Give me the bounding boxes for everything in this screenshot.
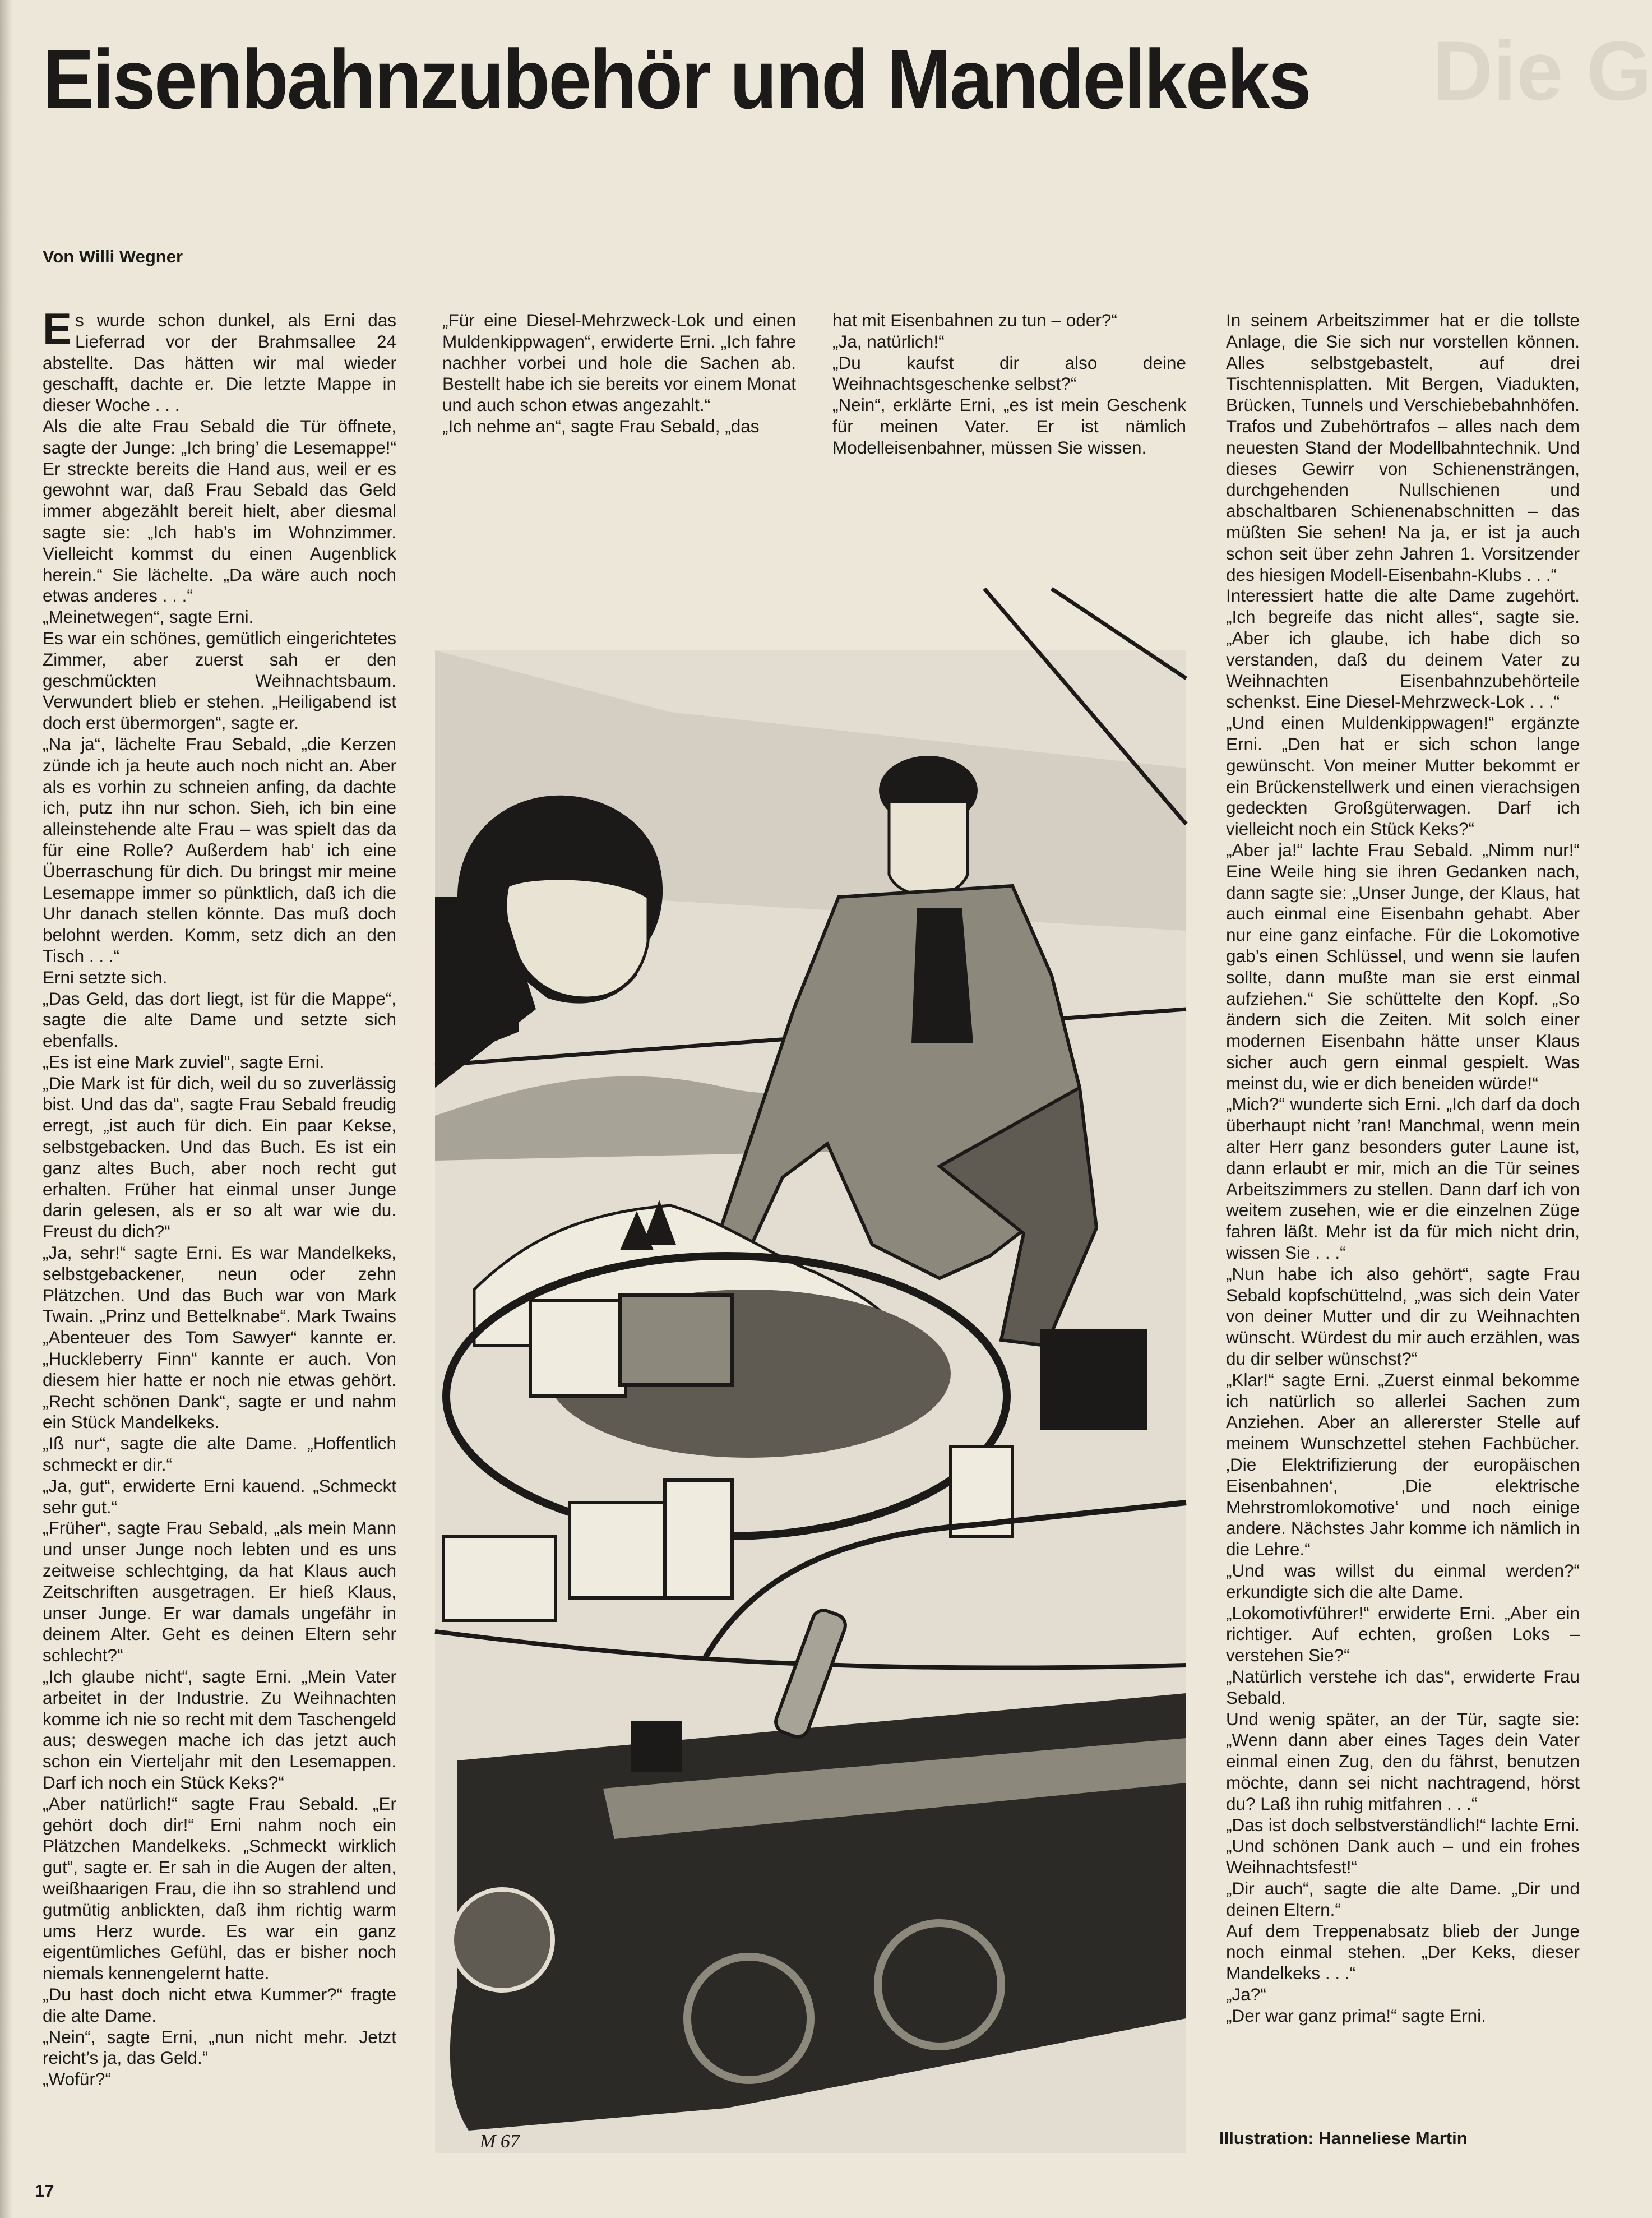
paragraph: „Das ist doch selbstverständlich!“ lachte Erni. „Und schönen Dank auch – und ein frohes Weihnachtsfest!“ [1226,1814,1580,1878]
text-column-1 [43,304,396,2090]
paragraph: „Der war ganz prima!“ sagte Erni. [1226,2005,1486,2026]
model-transformer [1040,1329,1147,1430]
paragraph: „Früher“, sagte Frau Sebald, „als mein Mann und unser Junge noch lebten und es uns zeitweise schlechtging, da hat Klaus auch Zeitschriften ausgetragen. Er hieß Klaus, unser Junge. Er war damals ungefähr in deinem Alter. Geht es deinen Eltern sehr schlecht?“ [43,1518,396,1666]
paragraph: „Nun habe ich also gehört“, sagte Frau Sebald kopfschüttelnd, „was sich dein Vater von deiner Mutter und dir zu Weihnachten wünscht. Würdest du mir auch erzählen, was du dir selber wünschst?“ [1226,1263,1580,1369]
paragraph: „Nein“, erklärte Erni, „es ist mein Geschenk für meinen Vater. Er ist nämlich Modelleisenbahner, müssen Sie wissen. [832,395,1186,458]
paragraph: Und wenig später, an der Tür, sagte sie: „Wenn dann aber eines Tages dein Vater einmal einen Zug, den du fährst, benutzen möchte, dann sei nicht nachtragend, hörst du? Laß ihn ruhig mitfahren . . .“ [1226,1708,1580,1814]
paragraph: „Du kaufst dir also deine Weihnachtsgeschenke selbst?“ [832,352,1186,394]
paragraph: Auf dem Treppenabsatz blieb der Junge noch einmal stehen. „Der Keks, dieser Mandelkeks . . .“ [1226,1920,1580,1984]
paragraph: „Lokomotivführer!“ erwiderte Erni. „Aber ein richtiger. Auf echten, großen Loks – verstehen Sie?“ [1226,1602,1580,1666]
locomotive-smokebox-door [452,1889,553,1990]
text-column-3 [832,310,1186,459]
paragraph: „Die Mark ist für dich, weil du so zuverlässig bist. Und das da“, sagte Frau Sebald freudig erregt, „ist auch für dich. Ein paar Kekse, selbstgebacken. Und das Buch. Es ist ein ganz altes Buch, aber noch recht gut erhalten. Früher hat einmal unser Junge darin gelesen, als er so alt war wie du. Freust du dich?“ [43,1073,396,1242]
paragraph: „Klar!“ sagte Erni. „Zuerst einmal bekomme ich natürlich so allerlei Sachen zum Anziehen. Aber an allererster Stelle auf meinem Wunschzettel stehen Fachbücher. ‚Die Elektrifizierung der europäischen Eisenbahnen‘, ‚Die elektrische Mehrstromlokomotive‘ und noch einige andere. Nächstes Jahr komme ich nämlich in die Lehre.“ [1226,1369,1580,1560]
text-column-2 [442,310,796,437]
paragraph: „Und einen Muldenkippwagen!“ ergänzte Erni. „Den hat er sich schon lange gewünscht. Von meiner Mutter bekommt er ein Brückenstellwerk und einen vierachsigen gedeckten Großgüterwagen. Darf ich vielleicht noch ein Stück Keks?“ [1226,713,1580,839]
model-tunnel-portal [620,1295,732,1385]
page-number: 17 [35,2181,54,2201]
paragraph: In seinem Arbeitszimmer hat er die tollste Anlage, die Sie sich nur vorstellen können. Alles selbstgebastelt, auf drei Tischtennisplatten. Mit Bergen, Viadukten, Brücken, Tunnels und Verschiebebahnhöfen. Trafos und Zubehörtrafos – alles nach dem neuesten Stand der Modellbahntechnik. Und dieses Gewirr von Schienensträngen, durchgehenden Nullschienen und abschaltbaren Schienenabschnitten – das müßten Sie sehen! Na ja, er ist ja auch schon seit über zehn Jahren 1. Vorsitzender des hiesigen Modell-Eisenbahn-Klubs . . .“ [1226,310,1580,585]
train-illustration [435,583,1186,2153]
paragraph: hat mit Eisenbahnen zu tun – oder?“ [832,310,1117,330]
illustration-credit: Illustration: Hanneliese Martin [1219,2128,1468,2148]
paragraph: „Iß nur“, sagte die alte Dame. „Hoffentlich schmeckt er dir.“ [43,1433,396,1475]
paragraph: „Meinetwegen“, sagte Erni. [43,607,254,627]
paragraph: „Wofür?“ [43,2069,111,2090]
artist-signature: M 67 [480,2131,520,2152]
paragraph: „Dir auch“, sagte die alte Dame. „Dir und deinen Eltern.“ [1226,1878,1580,1920]
paragraph: „Na ja“, lächelte Frau Sebald, „die Kerzen zünde ich ja heute auch noch nicht an. Aber als es vorhin zu schneien anfing, da dachte ich, putz ihn nur schon. Sieh, ich bin eine alleinstehende alte Frau – was spielt das da für eine Rolle? Außerdem hab’ ich eine Überraschung für dich. Du bringst mir meine Lesemappe immer so pünktlich, daß ich die Uhr danach stellen könnte. Das muß doch belohnt werden. Komm, setz dich an den Tisch . . .“ [43,733,396,966]
byline: Von Willi Wegner [43,247,183,266]
paragraph: Es war ein schönes, gemütlich eingerichtetes Zimmer, aber zuerst sah er den geschmückten Weihnachtsbaum. Verwundert blieb er stehen. „Heiligabend ist doch erst übermorgen“, sagte er. [43,627,396,733]
drop-cap: E [43,304,72,353]
locomotive-chimney [631,1721,682,1772]
paragraph: „Du hast doch nicht etwa Kummer?“ fragte die alte Dame. [43,1984,396,2026]
paragraph: „Aber natürlich!“ sagte Frau Sebald. „Er gehört doch dir!“ Erni nahm noch ein Plätzchen Mandelkeks. „Schmeckt wirklich gut“, sagte er. Er sah in die Augen der alten, weißhaarigen Frau, die ihn so strahlend und gutmütig anblickten, daß ihm richtig warm ums Herz wurde. Es war ein ganz eigentümliches Gefühl, das er bisher noch niemals kennengelernt hatte. [43,1793,396,1984]
page-edge [0,0,12,2218]
paragraph: „Natürlich verstehe ich das“, erwiderte Frau Sebald. [1226,1666,1580,1708]
paragraph: „Ich nehme an“, sagte Frau Sebald, „das [442,415,760,436]
model-building [570,1503,665,1598]
paragraph: Als die alte Frau Sebald die Tür öffnete, sagte der Junge: „Ich bring’ die Lesemappe!“ Er streckte bereits die Hand aus, weil er es gewohnt war, daß Frau Sebald das Geld immer abgezählt bereit hielt, aber diesmal sagte sie: „Ich hab’s im Wohnzimmer. Vielleicht kommst du einen Augenblick herein.“ Sie lächelte. „Da wäre auch noch etwas anderes . . .“ [43,415,396,606]
paragraph: „Ich glaube nicht“, sagte Erni. „Mein Vater arbeitet in der Industrie. Zu Weihnachten komme ich nie so recht mit dem Taschengeld aus; deswegen mache ich das jetzt auch schon ein Vierteljahr mit den Lesemappen. Darf ich noch ein Stück Keks?“ [43,1666,396,1792]
model-building [530,1301,626,1396]
paragraph: Interessiert hatte die alte Dame zugehört. „Ich begreife das nicht alles“, sagte sie. „Aber ich glaube, ich habe dich so verstanden, daß du deinem Vater zu Weihnachten Eisenbahnzubehörteile schenkst. Eine Diesel-Mehrzweck-Lok . . .“ [1226,585,1580,712]
text-column-4 [1226,310,1580,2027]
paragraph: „Nein“, sagte Erni, „nun nicht mehr. Jetzt reicht’s ja, das Geld.“ [43,2026,396,2068]
paragraph: „Ja, gut“, erwiderte Erni kauend. „Schmeckt sehr gut.“ [43,1475,396,1517]
paragraph: „Mich?“ wunderte sich Erni. „Ich darf da doch überhaupt nicht ’ran! Manchmal, wenn mein alter Herr ganz besonders guter Laune ist, dann erlaubt er mir, mich an die Tür seines Arbeitszimmers zu stellen. Dann darf ich von weitem zusehen, wie er die einzelnen Züge fahren läßt. Mehr ist da für mich nicht drin, wissen Sie . . .“ [1226,1094,1580,1263]
paragraph: „Es ist eine Mark zuviel“, sagte Erni. [43,1051,325,1072]
paragraph: Erni setzte sich. [43,967,168,987]
show-through-text: Die G [1432,24,1652,118]
paragraph: „Das Geld, das dort liegt, ist für die Mappe“, sagte die alte Dame und setzte sich ebenfalls. [43,988,396,1051]
article-title: Eisenbahnzubehör und Mandelkeks [43,32,1310,126]
model-building [443,1536,556,1620]
paragraph: „Für eine Diesel-Mehrzweck-Lok und einen Muldenkippwagen“, erwiderte Erni. „Ich fahre nachher vorbei und hole die Sachen ab. Bestellt habe ich sie bereits vor einem Monat und auch schon etwas angezahlt.“ [442,310,796,415]
paragraph: „Aber ja!“ lachte Frau Sebald. „Nimm nur!“ Eine Weile hing sie ihren Gedanken nach, dann sagte sie: „Unser Junge, der Klaus, hat auch einmal eine Eisenbahn gehabt. Aber nur eine ganz einfache. Für die Lokomotive gab’s einen Schlüssel, und wenn sie laufen sollte, dann mußte man sie erst einmal aufziehen.“ Sie schüttelte den Kopf. „So ändern sich die Zeiten. Mit solch einer modernen Eisenbahn hätte unser Klaus sicher auch gern einmal gespielt. Was meinst du, wie er dich beneiden würde!“ [1226,839,1580,1093]
paragraph: s wurde schon dunkel, als Erni das Lieferrad vor der Brahmsallee 24 abstellte. Das hätten wir mal wieder geschafft, dachte er. Die letzte Mappe in dieser Woche . . . [43,310,396,415]
paragraph: „Ja?“ [1226,1984,1266,2004]
paragraph: „Ja, sehr!“ sagte Erni. Es war Mandelkeks, selbstgebackener, neun oder zehn Plätzchen. Und das Buch war von Mark Twain. „Prinz und Bettelknabe“. Mark Twains „Abenteuer des Tom Sawyer“ kannte er. „Huckleberry Finn“ kannte er auch. Von diesem hier hatte er noch nie etwas gehört. „Recht schönen Dank“, sagte er und nahm ein Stück Mandelkeks. [43,1242,396,1433]
paragraph: „Ja, natürlich!“ [832,331,945,352]
paragraph: „Und was willst du einmal werden?“ erkundigte sich die alte Dame. [1226,1560,1580,1602]
model-building [665,1480,732,1598]
man-face [889,802,968,896]
